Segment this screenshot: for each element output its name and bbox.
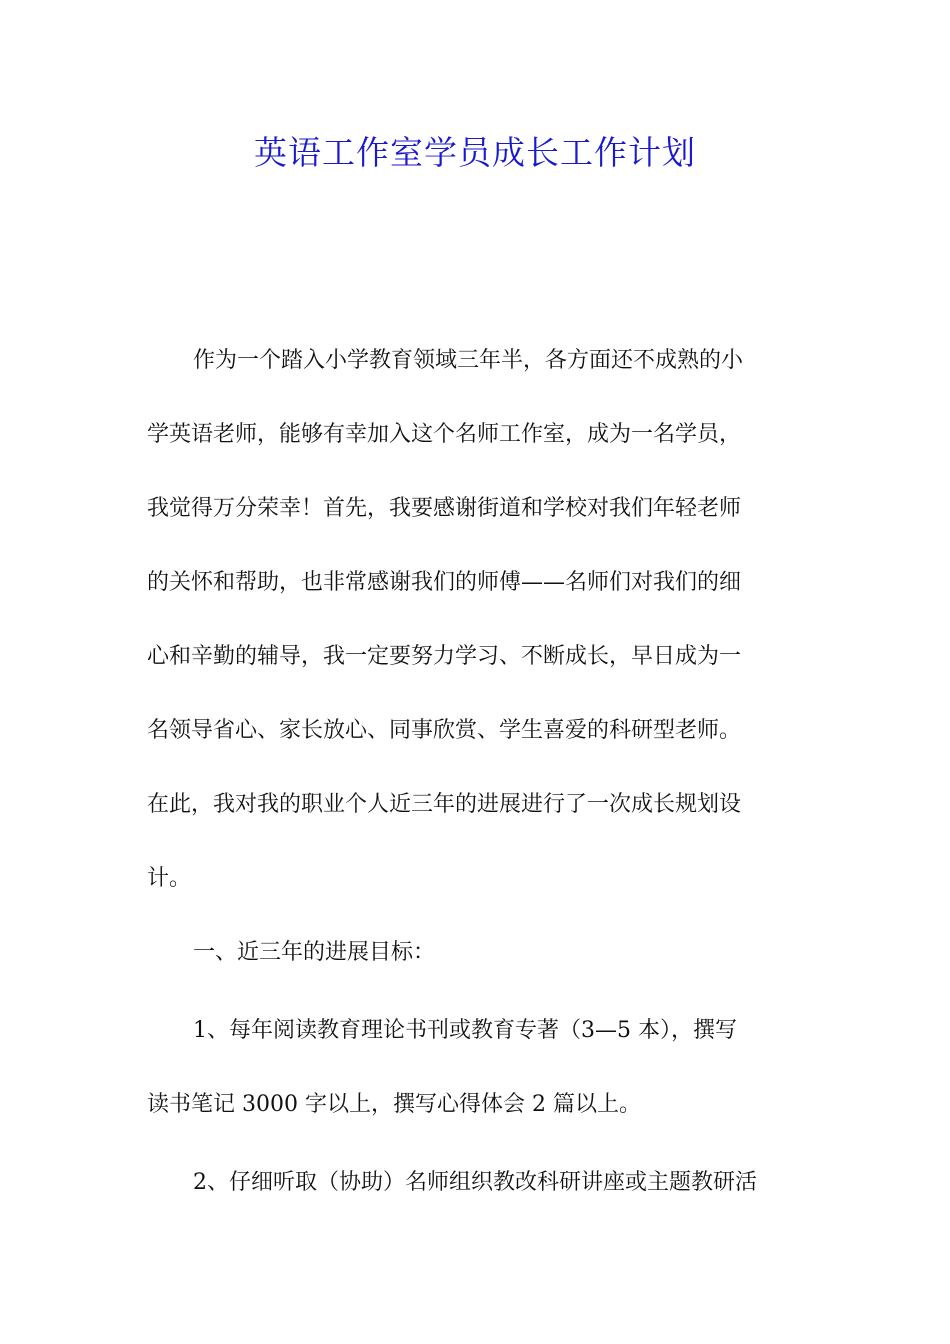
item-2-line-1: 2、仔细听取（协助）名师组织教改科研讲座或主题教研活 — [193, 1170, 757, 1195]
paragraph-line-6: 名领导省心、家长放心、同事欣赏、学生喜爱的科研型老师。 — [147, 718, 742, 743]
section-heading-1: 一、近三年的进展目标： — [193, 940, 436, 965]
paragraph-line-3: 我觉得万分荣幸！首先，我要感谢街道和学校对我们年轻老师 — [147, 496, 742, 521]
item-1-line-1: 1、每年阅读教育理论书刊或教育专著（3—5 本），撰写 — [193, 1018, 737, 1043]
document-title: 英语工作室学员成长工作计划 — [254, 133, 696, 172]
paragraph-line-4: 的关怀和帮助，也非常感谢我们的师傅——名师们对我们的细 — [147, 570, 742, 595]
paragraph-line-7: 在此，我对我的职业个人近三年的进展进行了一次成长规划设 — [147, 792, 742, 817]
paragraph-line-8: 计。 — [147, 866, 192, 891]
item-1-line-2: 读书笔记 3000 字以上，撰写心得体会 2 篇以上。 — [147, 1092, 641, 1117]
paragraph-line-2: 学英语老师，能够有幸加入这个名师工作室，成为一名学员， — [147, 422, 742, 447]
paragraph-line-1: 作为一个踏入小学教育领域三年半，各方面还不成熟的小 — [193, 348, 744, 373]
paragraph-line-5: 心和辛勤的辅导，我一定要努力学习、不断成长，早日成为一 — [147, 644, 742, 669]
